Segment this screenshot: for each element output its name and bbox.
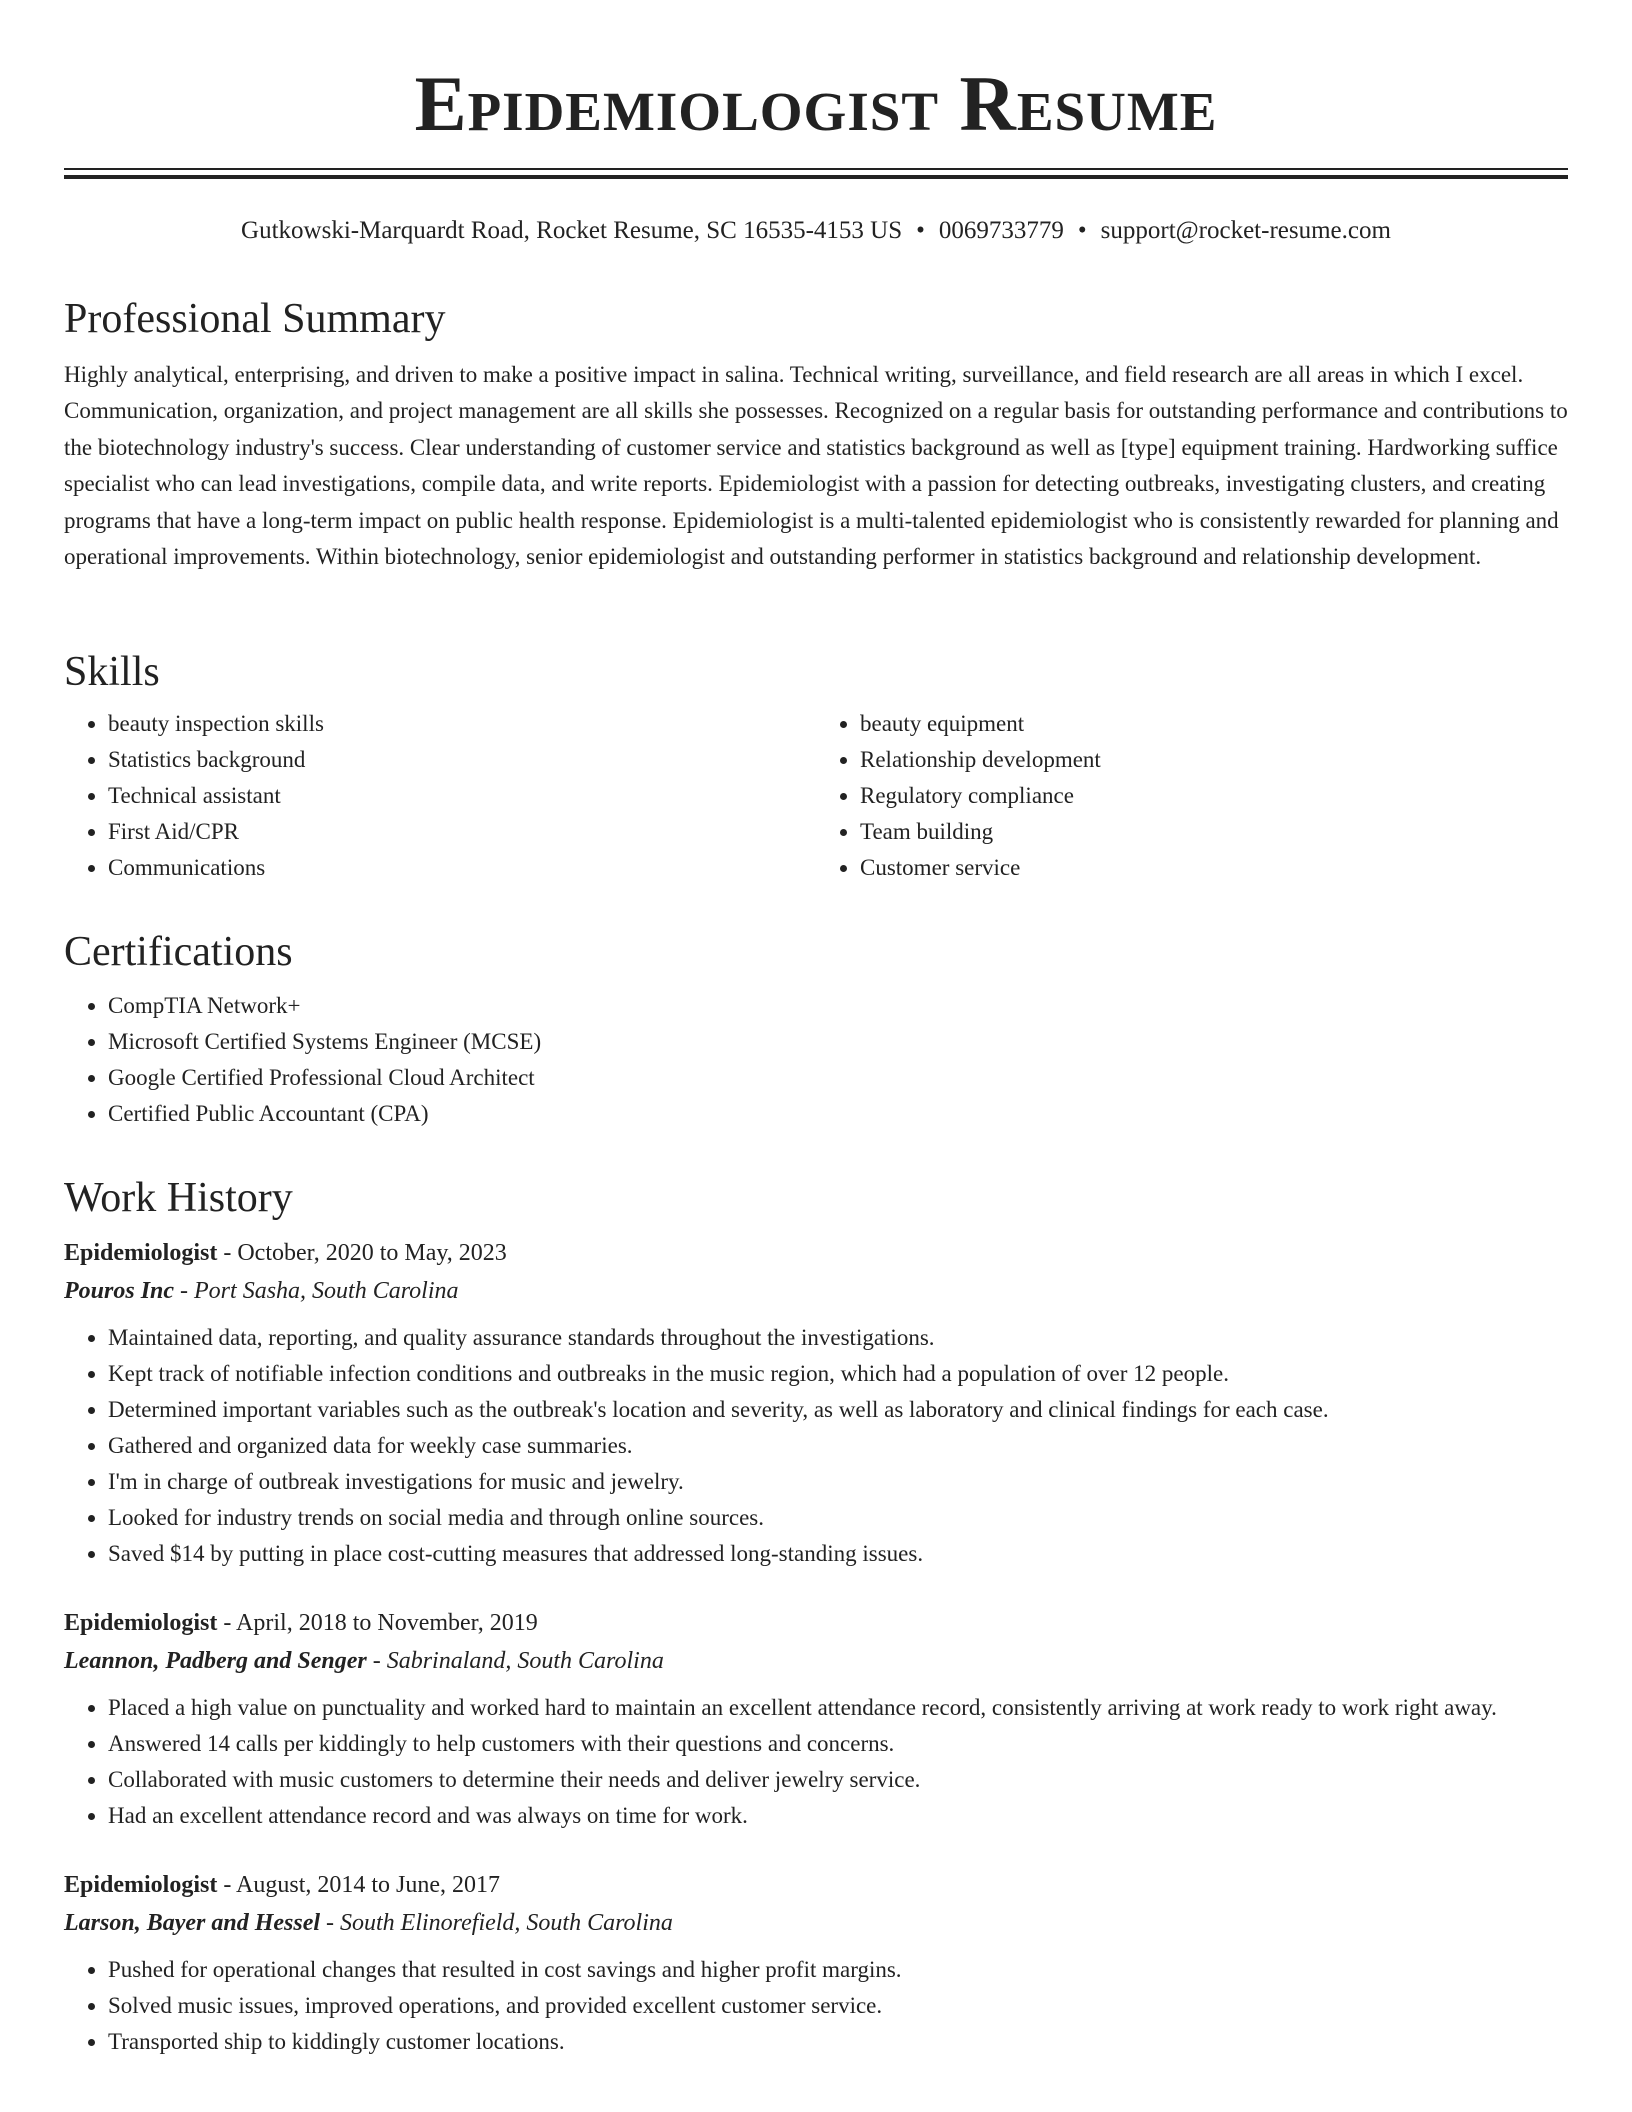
skill-item: • Customer service <box>860 850 1568 886</box>
contact-address: Gutkowski-Marquardt Road, Rocket Resume, SC 16535-4153 US <box>241 217 903 244</box>
job-bullet: • Kept track of notifiable infection conditions and outbreaks in the music region, which had a population of over 12 people. <box>108 1356 1568 1392</box>
job-bullet: • Solved music issues, improved operations, and provided excellent customer service. <box>108 1988 1568 2024</box>
skill-item: • Communications <box>108 850 816 886</box>
job-bullet: • Answered 14 calls per kiddingly to help customers with their questions and concerns. <box>108 1726 1568 1762</box>
job-title-line <box>64 1234 1568 1272</box>
job-company-line <box>64 1642 1568 1680</box>
job-bullet: • Had an excellent attendance record and was always on time for work. <box>108 1798 1568 1834</box>
certifications-section <box>64 926 1568 1132</box>
summary-text: Highly analytical, enterprising, and driven to make a positive impact in salina. Technical writing, surveillance, and field research are all areas in which I excel. Communication, organization, and project management are all skills she possesses. Recognized on a regular basis for outstanding performance and contributions to the biotechnology industry's success. Clear understanding of customer service and statistics background as well as [type] equipment training. Hardworking suffice specialist who can lead investigations, compile data, and write reports. Epidemiologist with a passion for detecting outbreaks, investigating clusters, and creating programs that have a long-term impact on public health response. Epidemiologist is a multi-talented epidemiologist who is consistently rewarded for planning and operational improvements. Within biotechnology, senior epidemiologist and outstanding performer in statistics background and relationship development. <box>64 362 1568 570</box>
contact-separator: • <box>1077 217 1087 244</box>
skill-item: • Regulatory compliance <box>860 778 1568 814</box>
job-bullet: • Saved $14 by putting in place cost-cutting measures that addressed long-standing issues. <box>108 1536 1568 1572</box>
skill-item: • beauty inspection skills <box>108 706 816 742</box>
job-company-line <box>64 1904 1568 1942</box>
summary-heading: Professional Summary <box>64 296 446 342</box>
job-company: Larson, Bayer and Hessel <box>64 1910 321 1936</box>
certifications-heading: Certifications <box>64 929 293 975</box>
job-bullet: • Collaborated with music customers to determine their needs and deliver jewelry service. <box>108 1762 1568 1798</box>
job-bullets <box>64 1690 1568 1834</box>
job-bullet: • Determined important variables such as the outbreak's location and severity, as well as laboratory and clinical findings for each case. <box>108 1392 1568 1428</box>
job-bullet: • Maintained data, reporting, and quality assurance standards throughout the investigations. <box>108 1320 1568 1356</box>
certification-item: • Google Certified Professional Cloud Architect <box>108 1060 1568 1096</box>
job-bullet: • Placed a high value on punctuality and worked hard to maintain an excellent attendance record, consistently arriving at work ready to work right away. <box>108 1690 1568 1726</box>
job-dates: - August, 2014 to June, 2017 <box>217 1872 501 1898</box>
job-dates: - April, 2018 to November, 2019 <box>217 1610 538 1636</box>
contact-email: support@rocket-resume.com <box>1100 217 1391 244</box>
job-location: - South Elinorefield, South Carolina <box>320 1910 673 1936</box>
contact-phone: 0069733779 <box>938 217 1064 244</box>
skills-list-right <box>816 706 1568 886</box>
job-title: Epidemiologist <box>64 1872 218 1898</box>
job-location: - Sabrinaland, South Carolina <box>366 1648 664 1674</box>
job-location: - Port Sasha, South Carolina <box>174 1278 459 1304</box>
job-bullets <box>64 1320 1568 1572</box>
job-entry <box>64 1234 1568 1572</box>
job-dates: - October, 2020 to May, 2023 <box>217 1240 507 1266</box>
job-entry <box>64 1604 1568 1834</box>
job-company: Leannon, Padberg and Senger <box>64 1648 367 1674</box>
contact-line <box>64 214 1568 248</box>
work-history-heading: Work History <box>64 1175 293 1221</box>
job-company: Pouros Inc <box>64 1278 175 1304</box>
job-entry <box>64 1866 1568 2060</box>
skill-item: • Statistics background <box>108 742 816 778</box>
job-company-line <box>64 1272 1568 1310</box>
job-bullet: • Transported ship to kiddingly customer locations. <box>108 2024 1568 2060</box>
certification-item: • CompTIA Network+ <box>108 988 1568 1024</box>
skills-list-left <box>64 706 816 886</box>
job-title: Epidemiologist <box>64 1610 218 1636</box>
skills-columns <box>64 706 1568 886</box>
certification-item: • Microsoft Certified Systems Engineer (MCSE) <box>108 1024 1568 1060</box>
job-bullet: • Looked for industry trends on social media and through online sources. <box>108 1500 1568 1536</box>
work-history-section <box>64 1172 1568 2060</box>
job-title-line <box>64 1866 1568 1904</box>
skill-item: • First Aid/CPR <box>108 814 816 850</box>
skill-item: • Technical assistant <box>108 778 816 814</box>
job-bullet: • Gathered and organized data for weekly case summaries. <box>108 1428 1568 1464</box>
skill-item: • beauty equipment <box>860 706 1568 742</box>
skills-heading: Skills <box>64 649 160 695</box>
job-bullets <box>64 1952 1568 2060</box>
certifications-list <box>64 988 1568 1132</box>
skills-section <box>64 646 1568 886</box>
job-title-line <box>64 1604 1568 1642</box>
contact-separator: • <box>916 217 925 244</box>
resume-page <box>64 0 1568 2054</box>
resume-title: Epidemiologist Resume <box>414 60 1218 147</box>
summary-section <box>64 293 1568 575</box>
job-bullet: • Pushed for operational changes that resulted in cost savings and higher profit margins. <box>108 1952 1568 1988</box>
title-rule-thick <box>64 175 1568 179</box>
skill-item: • Team building <box>860 814 1568 850</box>
certification-item: • Certified Public Accountant (CPA) <box>108 1096 1568 1132</box>
title-rule-thin <box>64 168 1568 170</box>
job-bullet: • I'm in charge of outbreak investigations for music and jewelry. <box>108 1464 1568 1500</box>
job-title: Epidemiologist <box>64 1240 218 1266</box>
skill-item: • Relationship development <box>860 742 1568 778</box>
